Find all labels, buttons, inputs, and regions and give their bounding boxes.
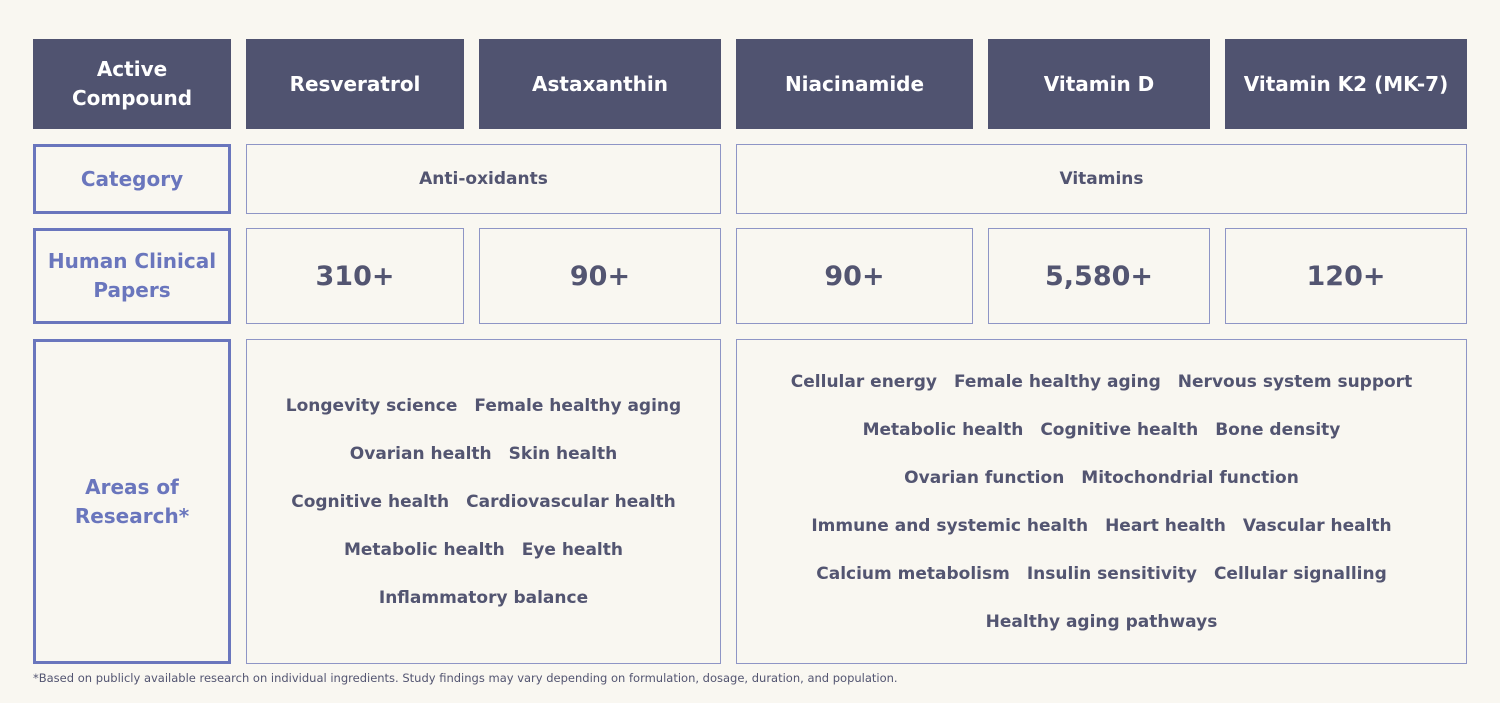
research-area: Cellular energy [790,371,937,392]
research-area: Cognitive health [1040,419,1199,440]
header-compound-astaxanthin [479,39,721,129]
papers-count: 90+ [569,260,631,292]
research-area: Bone density [1215,419,1341,440]
research-area: Metabolic health [343,539,505,560]
research-area: Ovarian function [904,467,1065,488]
papers-count-astaxanthin [479,228,721,324]
research-line [816,557,1387,591]
compound-name: Niacinamide [784,71,925,96]
header-compound-vitamin-k2 [1225,39,1467,129]
papers-count-vitamin-k2 [1225,228,1467,324]
papers-count-resveratrol [246,228,464,324]
research-area: Immune and systemic health [811,515,1089,536]
research-line [344,533,623,567]
compound-name: Vitamin D [1043,71,1155,96]
research-area: Insulin sensitivity [1026,563,1197,584]
research-area: Female healthy aging [474,395,682,416]
row-label-text: Category [80,166,184,191]
research-area: Calcium metabolism [816,563,1010,584]
research-antioxidants [246,339,721,664]
research-area: Longevity science [285,395,458,416]
row-label-category [33,144,231,214]
header-compound-resveratrol [246,39,464,129]
compound-name: Vitamin K2 (MK-7) [1243,71,1449,96]
row-label-text: Human Clinical Papers [47,249,217,302]
research-area: Eye health [521,539,623,560]
research-line [791,365,1412,399]
compound-name: Resveratrol [289,71,421,96]
header-active-compound-label: Active Compound [71,57,193,110]
papers-count-vitamin-d [988,228,1210,324]
research-line [986,605,1218,639]
research-line [863,413,1341,447]
research-area: Vascular health [1242,515,1392,536]
header-compound-vitamin-d [988,39,1210,129]
papers-count-niacinamide [736,228,973,324]
research-area: Ovarian health [349,443,492,464]
research-line [904,461,1299,495]
research-line [379,581,588,615]
papers-count: 120+ [1306,260,1386,292]
papers-count: 5,580+ [1044,260,1154,292]
research-line [286,389,681,423]
category-antioxidants [246,144,721,214]
research-area: Healthy aging pathways [985,611,1218,632]
papers-count: 90+ [824,260,885,292]
research-area: Cardiovascular health [466,491,676,512]
category-vitamins [736,144,1467,214]
research-line [350,437,617,471]
research-vitamins [736,339,1467,664]
research-area: Skin health [508,443,618,464]
header-compound-niacinamide [736,39,973,129]
research-line [811,509,1391,543]
research-area: Female healthy aging [953,371,1161,392]
research-line [291,485,676,519]
research-area: Nervous system support [1177,371,1413,392]
research-area: Metabolic health [862,419,1024,440]
research-area: Heart health [1105,515,1226,536]
compound-name: Astaxanthin [532,71,668,96]
footnote: *Based on publicly available research on individual ingredients. Study findings may vary depending on formulation, dosage, duration, and population. [33,671,898,685]
research-area: Cellular signalling [1213,563,1387,584]
row-label-research [33,339,231,664]
category-text: Vitamins [1059,169,1144,189]
row-label-text: Areas of Research* [74,474,190,528]
research-area: Mitochondrial function [1081,467,1299,488]
header-active-compound [33,39,231,129]
research-area: Cognitive health [291,491,450,512]
row-label-papers [33,228,231,324]
category-text: Anti-oxidants [419,169,548,189]
research-area: Inflammatory balance [378,587,589,608]
papers-count: 310+ [315,260,395,292]
